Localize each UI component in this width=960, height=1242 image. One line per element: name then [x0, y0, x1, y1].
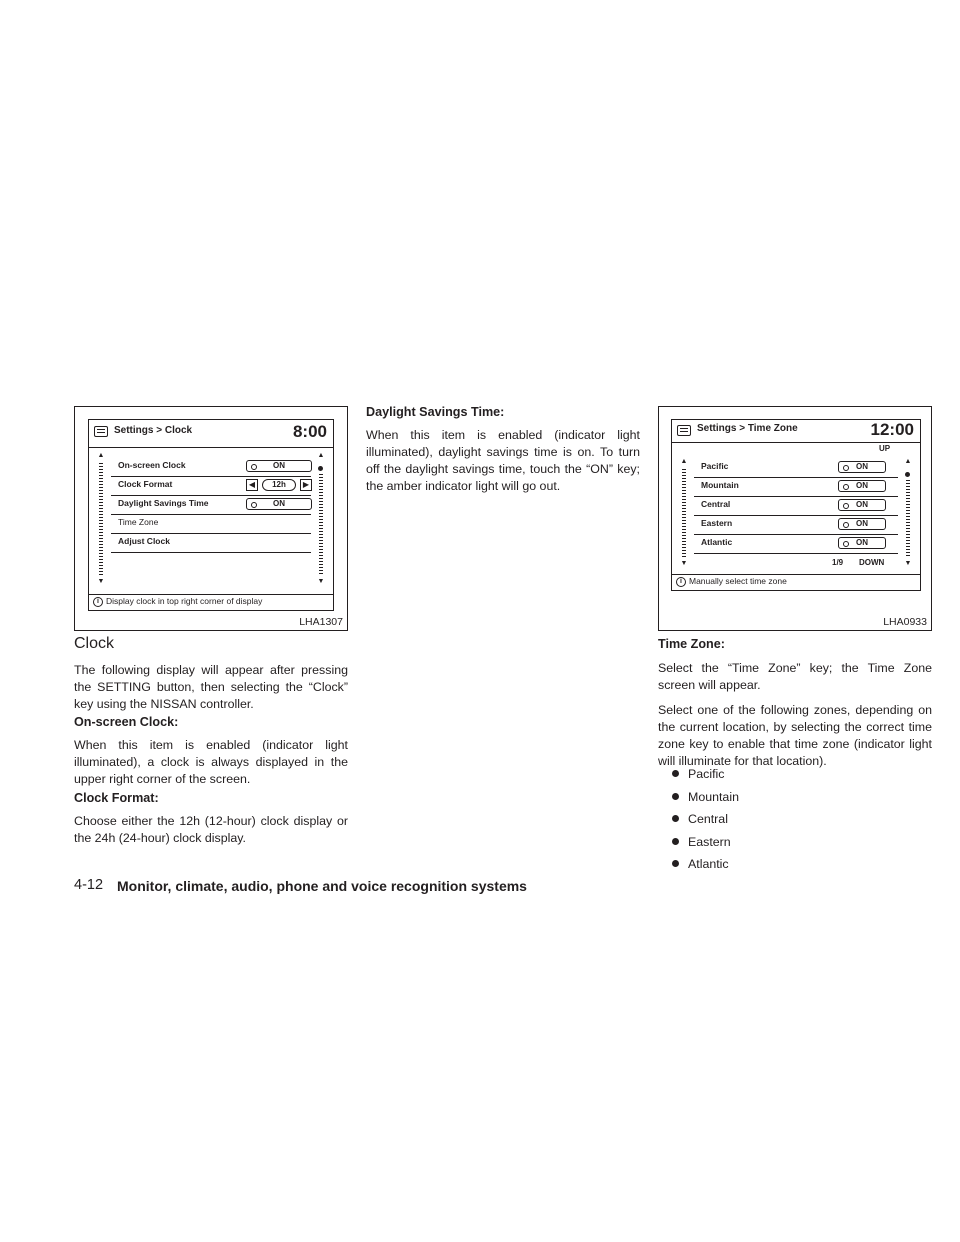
indicator-light-icon	[843, 541, 849, 547]
clock-intro-paragraph: The following display will appear after pressing the SETTING button, then selecting the “Clock” key using the NISSAN controller.	[74, 663, 348, 711]
toggle-label: ON	[273, 461, 285, 470]
figure-code: LHA0933	[883, 616, 927, 628]
central-toggle[interactable]	[838, 499, 886, 511]
time-zone-paragraph-1: Select the “Time Zone” key; the Time Zone screen will appear.	[658, 661, 932, 692]
scroll-down-icon[interactable]: ▼	[97, 578, 105, 585]
screen-header	[89, 420, 333, 448]
page-number: 4-12	[74, 877, 104, 893]
indicator-light-icon	[251, 464, 257, 470]
zone-name: Eastern	[688, 835, 731, 849]
time-zone-row-eastern[interactable]	[694, 515, 898, 535]
menu-icon[interactable]	[677, 425, 691, 436]
daylight-savings-paragraph: When this item is enabled (indicator light illuminated), daylight savings time is on. To turn off the daylight savings time, touch the “ON” key; the amber indicator light will go out.	[366, 428, 640, 493]
bullet-icon	[672, 838, 679, 845]
chapter-title: Monitor, climate, audio, phone and voice recognition systems	[117, 878, 527, 894]
scroll-down-icon[interactable]: ▼	[317, 578, 325, 585]
setting-label: Time Zone	[118, 517, 159, 527]
left-scroll-scale[interactable]	[95, 452, 107, 586]
toggle-label: ON	[856, 500, 868, 509]
clock-settings-list	[111, 457, 311, 559]
pacific-toggle[interactable]	[838, 461, 886, 473]
scroll-up-icon[interactable]: ▲	[680, 458, 688, 465]
clock-format-paragraph: Choose either the 12h (12-hour) clock display or the 24h (24-hour) clock display.	[74, 814, 348, 845]
setting-row-time-zone[interactable]	[111, 514, 311, 534]
clock-settings-figure	[74, 406, 348, 631]
setting-label: Daylight Savings Time	[118, 498, 209, 508]
zone-bullet-pacific	[672, 766, 725, 783]
zone-bullet-mountain	[672, 789, 739, 806]
clock-settings-screen	[88, 419, 334, 611]
left-scroll-scale[interactable]	[678, 458, 690, 568]
subheading-daylight-savings: Daylight Savings Time:	[366, 405, 505, 419]
subheading-onscreen-clock: On-screen Clock:	[74, 715, 179, 729]
zone-name: Central	[688, 812, 728, 826]
zone-label: Central	[701, 499, 731, 509]
subheading-time-zone: Time Zone:	[658, 637, 725, 651]
scroll-up-icon[interactable]: ▲	[317, 452, 325, 459]
indicator-light-icon	[843, 465, 849, 471]
eastern-toggle[interactable]	[838, 518, 886, 530]
bullet-icon	[672, 815, 679, 822]
toggle-label: ON	[273, 499, 285, 508]
info-text: Display clock in top right corner of display	[106, 596, 263, 606]
toggle-label: ON	[856, 538, 868, 547]
breadcrumb: Settings > Time Zone	[697, 423, 798, 434]
scroll-up-icon[interactable]: ▲	[904, 458, 912, 465]
next-arrow-icon[interactable]: ▶	[300, 479, 312, 491]
time-zone-row-pacific[interactable]	[694, 458, 898, 478]
onscreen-clock-toggle[interactable]	[246, 460, 312, 472]
toggle-label: ON	[856, 519, 868, 528]
setting-label: On-screen Clock	[118, 460, 186, 470]
scale-ticks	[682, 469, 686, 557]
page-indicator: 1/9	[832, 558, 844, 567]
zone-label: Pacific	[701, 461, 729, 471]
atlantic-toggle[interactable]	[838, 537, 886, 549]
section-heading-clock: Clock	[74, 635, 115, 652]
indicator-light-icon	[251, 502, 257, 508]
right-scroll-scale[interactable]	[315, 452, 327, 586]
time-zone-paragraph-2: Select one of the following zones, depending on the current location, by selecting the correct time zone key to enable that time zone (indicator light will illuminate for that location).	[658, 703, 932, 768]
scroll-position-icon	[905, 472, 910, 477]
figure-code: LHA1307	[299, 616, 343, 628]
setting-row-clock-format[interactable]	[111, 476, 311, 496]
time-zone-row-atlantic[interactable]	[694, 534, 898, 554]
toggle-label: ON	[856, 462, 868, 471]
zone-bullet-atlantic	[672, 856, 729, 873]
setting-row-daylight-savings[interactable]	[111, 495, 311, 515]
zone-label: Atlantic	[701, 537, 733, 547]
scroll-down-icon[interactable]: ▼	[904, 560, 912, 567]
bullet-icon	[672, 860, 679, 867]
indicator-light-icon	[843, 484, 849, 490]
zone-name: Atlantic	[688, 857, 729, 871]
time-zone-list	[694, 458, 898, 555]
daylight-savings-toggle[interactable]	[246, 498, 312, 510]
scale-ticks	[319, 474, 323, 575]
breadcrumb: Settings > Clock	[114, 425, 193, 436]
setting-row-adjust-clock[interactable]	[111, 533, 311, 553]
scale-ticks	[906, 480, 910, 557]
time-zone-figure	[658, 406, 932, 631]
scroll-down-icon[interactable]: ▼	[680, 560, 688, 567]
screen-clock: 12:00	[870, 420, 914, 439]
format-label: 12h	[272, 480, 286, 489]
time-zone-row-mountain[interactable]	[694, 477, 898, 497]
screen-clock: 8:00	[292, 422, 327, 441]
subheading-clock-format: Clock Format:	[74, 791, 159, 805]
time-zone-screen	[671, 419, 921, 591]
screen-info-bar	[89, 594, 333, 610]
right-scroll-scale[interactable]	[902, 458, 914, 568]
indicator-light-icon	[843, 503, 849, 509]
info-icon: i	[93, 597, 103, 607]
zone-label: Mountain	[701, 480, 739, 490]
mountain-toggle[interactable]	[838, 480, 886, 492]
indicator-light-icon	[843, 522, 849, 528]
setting-label: Clock Format	[118, 479, 173, 489]
scale-ticks	[99, 463, 103, 575]
zone-name: Pacific	[688, 767, 725, 781]
zone-bullet-central	[672, 811, 728, 828]
zone-name: Mountain	[688, 790, 739, 804]
previous-arrow-icon[interactable]: ◀	[246, 479, 258, 491]
bullet-icon	[672, 793, 679, 800]
zone-bullet-eastern	[672, 834, 731, 851]
screen-header	[672, 420, 920, 443]
page-up-button[interactable]: UP	[879, 444, 891, 453]
info-text: Manually select time zone	[689, 576, 787, 586]
scroll-up-icon[interactable]: ▲	[97, 452, 105, 459]
info-icon: i	[676, 577, 686, 587]
screen-info-bar	[672, 574, 920, 590]
toggle-label: ON	[856, 481, 868, 490]
zone-label: Eastern	[701, 518, 733, 528]
page-down-button[interactable]: DOWN	[859, 558, 885, 567]
scroll-position-icon	[318, 466, 323, 471]
setting-row-onscreen-clock[interactable]	[111, 457, 311, 477]
bullet-icon	[672, 770, 679, 777]
clock-format-value	[262, 479, 296, 491]
onscreen-clock-paragraph: When this item is enabled (indicator light illuminated), a clock is always displayed in the upper right corner of the screen.	[74, 738, 348, 786]
menu-icon[interactable]	[94, 426, 108, 437]
time-zone-row-central[interactable]	[694, 496, 898, 516]
setting-label: Adjust Clock	[118, 536, 170, 546]
